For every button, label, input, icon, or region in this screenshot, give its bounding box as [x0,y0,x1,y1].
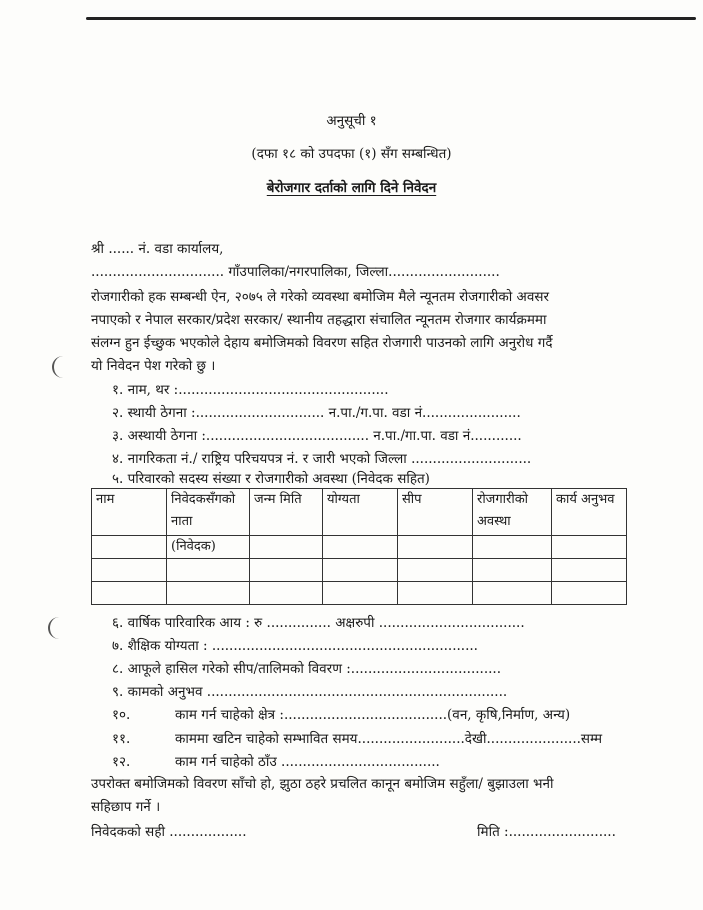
intro-line-2: नपाएको र नेपाल सरकार/प्रदेश सरकार/ स्थानीय तहद्धारा संचालित न्यूनतम रोजगार कार्यक्रममा [91,312,547,328]
punch-hole-mark [52,356,68,378]
col-work-experience: कार्य अनुभव [552,489,627,536]
field-11-number: ११. [112,731,131,747]
cell[interactable] [473,559,552,582]
cell[interactable] [92,582,167,605]
intro-line-1: रोजगारीको हक सम्बन्धी ऐन, २०७५ ले गरेको व्यवस्था बमोजिम मैले न्यूनतम रोजगारीको अवसर [91,289,549,305]
cell[interactable] [250,536,323,559]
field-name: १. नाम, थर :................................................. [112,382,389,398]
cell-relation[interactable]: (निवेदक) [167,536,250,559]
punch-hole-mark [48,617,64,639]
cell[interactable] [473,536,552,559]
cell[interactable] [167,582,250,605]
cell[interactable] [552,582,627,605]
table-row [92,582,627,605]
address-line-2: ............................... गाँउपालिका/नगरपालिका, जिल्ला.......................... [91,264,500,280]
declaration-line-1: उपरोक्त बमोजिमको विवरण साँचो हो, झुठा ठहरे प्रचलित कानून बमोजिम सहुँला/ बुझाउला भनी [91,776,554,792]
cell[interactable] [92,536,167,559]
field-work-period: काममा खटिन चाहेको सम्भावित समय.........................देखी......................सम्म [175,731,603,747]
field-12-number: १२. [112,754,131,770]
field-citizenship: ४. नागरिकता नं./ राष्ट्रिय परिचयपत्र नं. र जारी भएको जिल्ला ............................ [112,451,532,467]
field-annual-income: ६. वार्षिक पारिवारिक आय : रु ............... अक्षरुपी .................................. [112,615,525,631]
table-row [92,559,627,582]
field-work-sector: काम गर्न चाहेको क्षेत्र :......................................(वन, कृषि,निर्माण, अन्य) [175,707,571,723]
col-name: नाम [92,489,167,536]
field-10-number: १०. [112,707,131,723]
field-temporary-address: ३. अस्थायी ठेगना :...................................... न.पा./गा.पा. वडा नं............ [112,428,522,444]
cell[interactable] [323,536,398,559]
schedule-heading: अनुसूची १ [326,113,377,129]
field-permanent-address: २. स्थायी ठेगना :.............................. न.पा./ग.पा. वडा नं....................... [112,405,521,421]
table-header-row [92,489,627,536]
field-education: ७. शैक्षिक योग्यता : .............................................................. [112,638,478,654]
date-field: मिति :......................... [477,824,616,840]
intro-line-4: यो निवेदन पेश गरेको छु । [91,358,216,374]
field-family-heading: ५. परिवारको सदस्य संख्या र रोजगारीको अवस्था (निवेदक सहित) [112,471,430,487]
cell[interactable] [323,559,398,582]
field-skills-training: ८. आफूले हासिल गरेको सीप/तालिमको विवरण :................................... [112,661,501,677]
cell[interactable] [250,559,323,582]
intro-line-3: संलग्न हुन ईच्छुक भएकोले देहाय बमोजिमको विवरण सहित रोजगारी पाउनको लागि अनुरोध गर्दै [91,335,553,351]
col-qualification: योग्यता [323,489,398,536]
cell[interactable] [552,536,627,559]
cell[interactable] [167,559,250,582]
scan-top-border [86,17,696,20]
cell[interactable] [552,559,627,582]
applicant-signature: निवेदकको सही .................. [91,824,247,840]
cell[interactable] [473,582,552,605]
form-title: बेरोजगार दर्ताको लागि दिने निवेदन [266,180,437,196]
family-table [91,488,627,605]
cell[interactable] [398,582,473,605]
cell[interactable] [398,559,473,582]
address-line-1: श्री ...... नं. वडा कार्यालय, [91,241,224,257]
reference-line: (दफा १८ को उपदफा (१) सँग सम्बन्धित) [251,146,452,162]
cell[interactable] [250,582,323,605]
declaration-line-2: सहिछाप गर्ने । [91,799,161,815]
cell[interactable] [323,582,398,605]
title-wrap [0,178,703,196]
table-row [92,536,627,559]
cell[interactable] [398,536,473,559]
field-work-experience: ९. कामको अनुभव ...................................................................... [112,684,508,700]
col-employment-status: रोजगारीको अवस्था [473,489,552,536]
col-skill: सीप [398,489,473,536]
field-work-place: काम गर्न चाहेको ठाँउ ..................................... [175,754,440,770]
col-relation: निवेदकसँगको नाता [167,489,250,536]
cell[interactable] [92,559,167,582]
col-dob: जन्म मिति [250,489,323,536]
